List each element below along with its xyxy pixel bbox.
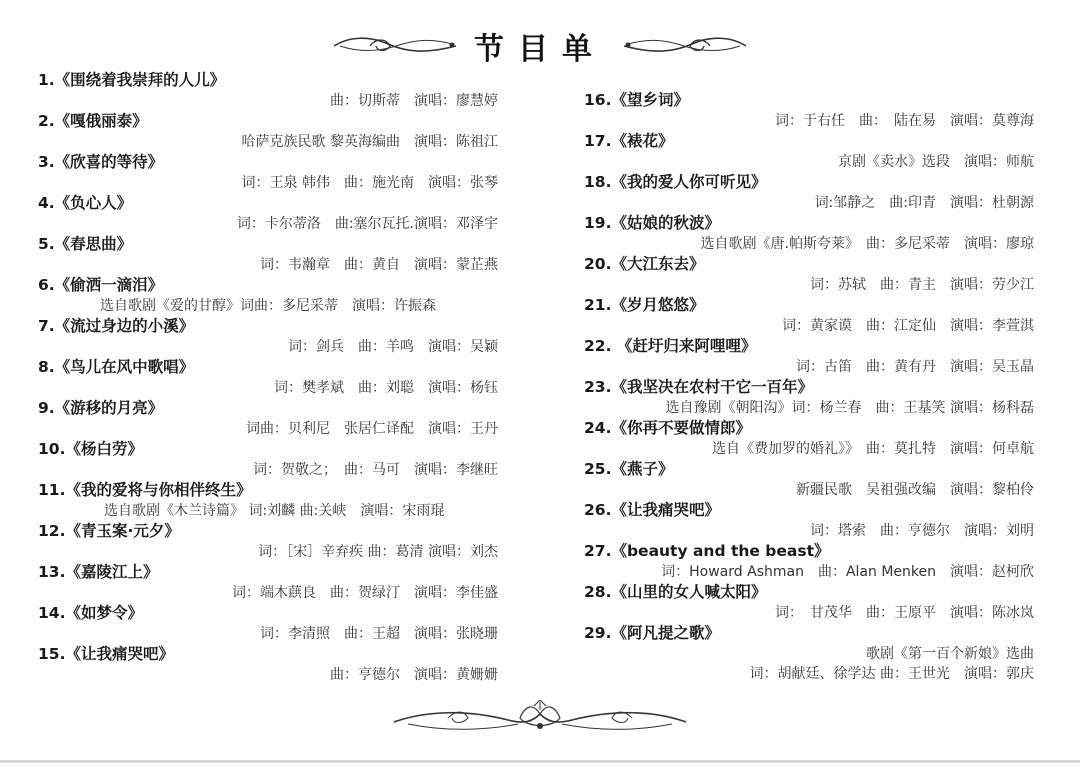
- item-title: 23.《我坚决在农村干它一百年》: [584, 378, 813, 396]
- program-item: [38, 439, 500, 480]
- item-credit: 哈萨克族民歌 黎英海编曲 演唱：陈祖江: [241, 133, 498, 150]
- item-title: 1.《围绕着我崇拜的人儿》: [38, 71, 226, 89]
- item-credit: 词：李清照 曲：王超 演唱：张晓珊: [260, 625, 498, 642]
- program-item: [38, 70, 500, 111]
- item-credit: 新疆民歌 吴祖强改编 演唱：黎柏伶: [796, 481, 1034, 498]
- item-credit: 词：Howard Ashman 曲：Alan Menken 演唱：赵柯欣: [661, 563, 1034, 580]
- item-title: 15.《让我痛哭吧》: [38, 645, 174, 663]
- program-item: [38, 111, 500, 152]
- bottom-ornament-icon: [388, 700, 692, 740]
- program-item: [584, 418, 1036, 459]
- item-credit: 曲：亨德尔 演唱：黄姗姗: [330, 666, 498, 683]
- item-title: 24.《你再不要做情郎》: [584, 419, 751, 437]
- program-item: [584, 90, 1036, 131]
- item-credit: 词：王泉 韩伟 曲：施光南 演唱：张琴: [241, 174, 498, 191]
- item-title: 5.《春思曲》: [38, 235, 133, 253]
- item-credit: 选自《费加罗的婚礼》》 曲：莫扎特 演唱：何卓航: [712, 440, 1034, 457]
- item-title: 9.《游移的月亮》: [38, 399, 164, 417]
- item-credit: 选自歌剧《爱的甘醇》词曲：多尼采蒂 演唱：许振森: [100, 297, 436, 314]
- item-credit: 词：［宋］辛弃疾 曲：葛清 演唱：刘杰: [258, 543, 498, 560]
- item-credit: 词：黄家谟 曲：江定仙 演唱：李萱淇: [782, 317, 1034, 334]
- item-title: 21.《岁月悠悠》: [584, 296, 705, 314]
- item-title: 28.《山里的女人喊太阳》: [584, 583, 767, 601]
- item-title: 8.《鸟儿在风中歌唱》: [38, 358, 195, 376]
- program-item: [584, 131, 1036, 172]
- item-title: 16.《望乡词》: [584, 91, 689, 109]
- program-item: [38, 603, 500, 644]
- item-credit: 词：古笛 曲：黄有丹 演唱：吴玉晶: [796, 358, 1034, 375]
- item-title: 14.《如梦令》: [38, 604, 143, 622]
- program-item: [584, 459, 1036, 500]
- program-item: [38, 275, 500, 316]
- program-item: [584, 213, 1036, 254]
- item-credit: 词：剑兵 曲：羊鸣 演唱：吴颖: [288, 338, 498, 355]
- program-item: [38, 521, 500, 562]
- program-item: [584, 295, 1036, 336]
- program-item: [584, 623, 1036, 685]
- item-title: 27.《beauty and the beast》: [584, 542, 830, 560]
- item-credit: 词：贺敬之； 曲：马可 演唱：李继旺: [253, 461, 498, 478]
- program-item: [584, 541, 1036, 582]
- item-credit: 词：塔索 曲：亨德尔 演唱：刘明: [810, 522, 1034, 539]
- program-item: [38, 644, 500, 685]
- program-item: [584, 582, 1036, 623]
- item-credit: 歌剧《第一百个新娘》选曲: [866, 645, 1034, 662]
- program-item: [38, 193, 500, 234]
- program-item: [38, 480, 500, 521]
- program-item: [38, 398, 500, 439]
- item-credit: 词：韦瀚章 曲：黄自 演唱：蒙芷燕: [260, 256, 498, 273]
- program-item: [584, 500, 1036, 541]
- program-item: [38, 152, 500, 193]
- item-title: 22. 《赶圩归来阿哩哩》: [584, 337, 757, 355]
- item-credit: 词： 甘茂华 曲：王原平 演唱：陈冰岚: [775, 604, 1034, 621]
- left-column: [38, 70, 500, 685]
- item-title: 17.《裱花》: [584, 132, 674, 150]
- item-credit: 词:邹静之 曲:印青 演唱：杜朝源: [814, 194, 1034, 211]
- item-title: 12.《青玉案·元夕》: [38, 522, 180, 540]
- right-column: [584, 90, 1036, 685]
- program-item: [38, 234, 500, 275]
- item-credit: 词：樊孝斌 曲：刘聪 演唱：杨钰: [274, 379, 498, 396]
- item-title: 25.《燕子》: [584, 460, 674, 478]
- item-credit: 词：卡尔蒂洛 曲:塞尔瓦托.演唱：邓泽宇: [236, 215, 498, 232]
- item-credit: 京剧《卖水》选段 演唱：师航: [838, 153, 1034, 170]
- item-title: 3.《欣喜的等待》: [38, 153, 164, 171]
- item-credit: 词：端木蕻良 曲：贺绿汀 演唱：李佳盛: [232, 584, 498, 601]
- item-credit: 词：于右任 曲： 陆在易 演唱：莫尊海: [775, 112, 1034, 129]
- title-row: [0, 22, 1080, 70]
- item-credit: 选自豫剧《朝阳沟》词：杨兰春 曲：王基笑 演唱：杨科磊: [665, 399, 1034, 416]
- program-item: [38, 316, 500, 357]
- program-item: [584, 172, 1036, 213]
- page-title: 节目单: [474, 32, 606, 67]
- item-credit: 词曲：贝利尼 张居仁译配 演唱：王丹: [246, 420, 498, 437]
- item-title: 18.《我的爱人你可听见》: [584, 173, 767, 191]
- program-item: [584, 377, 1036, 418]
- item-title: 7.《流过身边的小溪》: [38, 317, 195, 335]
- item-title: 20.《大江东去》: [584, 255, 705, 273]
- program-item: [38, 562, 500, 603]
- item-title: 2.《嘎俄丽泰》: [38, 112, 148, 130]
- item-credit: 选自歌剧《木兰诗篇》 词:刘麟 曲:关峡 演唱：宋雨琨: [104, 502, 445, 519]
- item-credit-second-line: 词：胡献廷、徐学达 曲：王世光 演唱：郭庆: [749, 666, 1034, 682]
- bottom-divider: [0, 760, 1080, 763]
- item-title: 4.《负心人》: [38, 194, 133, 212]
- item-credit: 词：苏轼 曲：青主 演唱：劳少江: [810, 276, 1034, 293]
- right-flourish-icon: [620, 34, 750, 58]
- item-title: 13.《嘉陵江上》: [38, 563, 159, 581]
- program-item: [584, 336, 1036, 377]
- item-title: 10.《杨白劳》: [38, 440, 143, 458]
- item-title: 19.《姑娘的秋波》: [584, 214, 720, 232]
- program-item: [584, 254, 1036, 295]
- item-credit: 曲：切斯蒂 演唱：廖慧婷: [330, 92, 498, 109]
- item-title: 11.《我的爱将与你相伴终生》: [38, 481, 252, 499]
- item-title: 6.《偷洒一滴泪》: [38, 276, 164, 294]
- item-title: 26.《让我痛哭吧》: [584, 501, 720, 519]
- left-flourish-icon: [330, 34, 460, 58]
- program-item: [38, 357, 500, 398]
- item-title: 29.《阿凡提之歌》: [584, 624, 720, 642]
- item-credit: 选自歌剧《唐.帕斯夸莱》 曲：多尼采蒂 演唱：廖琼: [700, 235, 1034, 252]
